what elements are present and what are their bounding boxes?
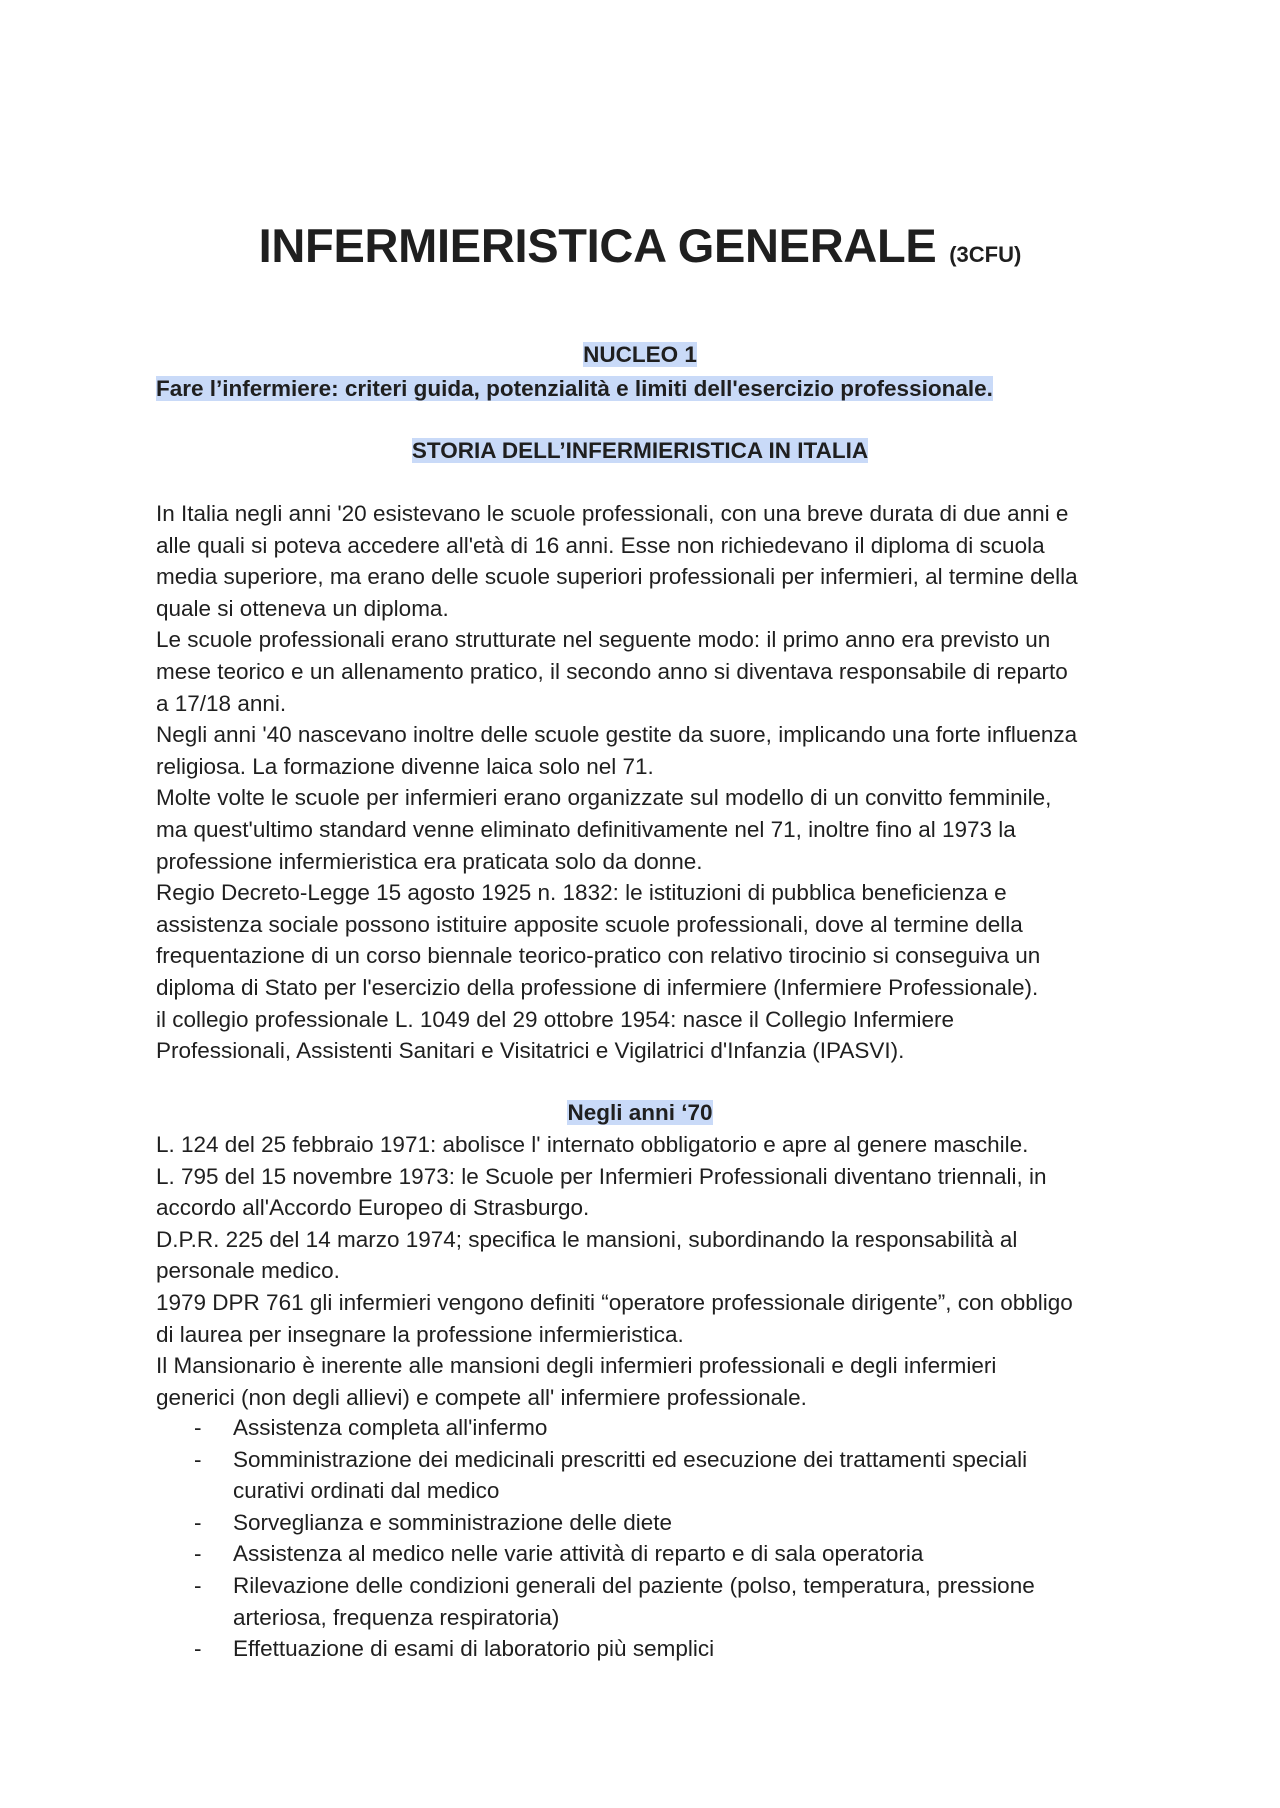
list-item xyxy=(156,1444,1136,1507)
paragraph-line: personale medico. xyxy=(156,1258,340,1284)
paragraph-line: Regio Decreto-Legge 15 agosto 1925 n. 1832: le istituzioni di pubblica beneficienza e xyxy=(156,880,1007,906)
section1-body xyxy=(156,498,1136,1067)
list-item-text: Rilevazione delle condizioni generali del paziente (polso, temperatura, pressione xyxy=(233,1572,1035,1598)
list-item-text: Somministrazione dei medicinali prescritti ed esecuzione dei trattamenti speciali xyxy=(233,1446,1028,1472)
paragraph-line: Professionali, Assistenti Sanitari e Visitatrici e Vigilatrici d'Infanzia (IPASVI). xyxy=(156,1038,905,1064)
bullet-dash: - xyxy=(194,1572,202,1598)
nucleo-subtitle: Fare l’infermiere: criteri guida, potenzialità e limiti dell'esercizio professionale. xyxy=(156,376,993,401)
list-item xyxy=(156,1633,1136,1665)
nucleo-heading: NUCLEO 1 xyxy=(583,342,697,367)
bullet-dash: - xyxy=(194,1509,202,1535)
paragraph-line: Il Mansionario è inerente alle mansioni degli infermieri professionali e degli infermieri xyxy=(156,1353,997,1379)
paragraph-line: ma quest'ultimo standard venne eliminato definitivamente nel 71, inoltre fino al 1973 la xyxy=(156,816,1016,842)
list-item-text: Assistenza al medico nelle varie attività di reparto e di sala operatoria xyxy=(233,1541,924,1567)
list-item xyxy=(156,1507,1136,1539)
paragraph-line: 1979 DPR 761 gli infermieri vengono definiti “operatore professionale dirigente”, con obbligo xyxy=(156,1289,1073,1315)
paragraph-line: Negli anni '40 nascevano inoltre delle scuole gestite da suore, implicando una forte influenza xyxy=(156,722,1078,748)
paragraph-line: Le scuole professionali erano strutturate nel seguente modo: il primo anno era previsto un xyxy=(156,627,1051,653)
document-title xyxy=(0,218,1280,283)
list-item-text: Sorveglianza e somministrazione delle diete xyxy=(233,1509,672,1535)
mansioni-list xyxy=(156,1412,1136,1665)
list-item xyxy=(156,1412,1136,1444)
nucleo-subtitle-row xyxy=(156,373,993,404)
section2-heading: Negli anni ‘70 xyxy=(567,1100,713,1125)
paragraph-line: religiosa. La formazione divenne laica solo nel 71. xyxy=(156,753,654,779)
list-item xyxy=(156,1538,1136,1570)
title-suffix: (3CFU) xyxy=(949,242,1022,267)
list-item-text: Effettuazione di esami di laboratorio più semplici xyxy=(233,1636,715,1662)
section2-heading-row xyxy=(0,1097,1280,1128)
bullet-dash: - xyxy=(194,1415,202,1440)
paragraph-line: accordo all'Accordo Europeo di Strasburgo. xyxy=(156,1195,590,1221)
list-item-text: Assistenza completa all'infermo xyxy=(233,1415,548,1440)
section1-heading-row xyxy=(0,435,1280,466)
list-item-text-continuation: arteriosa, frequenza respiratoria) xyxy=(233,1604,560,1630)
paragraph-line: Molte volte le scuole per infermieri erano organizzate sul modello di un convitto femminile, xyxy=(156,785,1052,811)
paragraph-line: D.P.R. 225 del 14 marzo 1974; specifica le mansioni, subordinando la responsabilità al xyxy=(156,1226,1018,1252)
paragraph-line: media superiore, ma erano delle scuole superiori professionali per infermieri, al termine della xyxy=(156,564,1078,590)
paragraph-line: frequentazione di un corso biennale teorico-pratico con relativo tirocinio si conseguiva un xyxy=(156,943,1041,969)
nucleo-heading-row xyxy=(0,339,1280,370)
title-main: INFERMIERISTICA GENERALE xyxy=(258,219,937,272)
paragraph-line: professione infermieristica era praticata solo da donne. xyxy=(156,848,703,874)
paragraph-line: alle quali si poteva accedere all'età di 16 anni. Esse non richiedevano il diploma di scuola xyxy=(156,532,1045,558)
paragraph-line: quale si otteneva un diploma. xyxy=(156,595,449,621)
bullet-dash: - xyxy=(194,1446,202,1472)
paragraph-line: generici (non degli allievi) e compete all' infermiere professionale. xyxy=(156,1384,807,1410)
section1-heading: STORIA DELL’INFERMIERISTICA IN ITALIA xyxy=(411,438,869,463)
list-item-text-continuation: curativi ordinati dal medico xyxy=(233,1478,500,1504)
paragraph-line: In Italia negli anni '20 esistevano le scuole professionali, con una breve durata di due anni e xyxy=(156,501,1069,526)
paragraph-line: mese teorico e un allenamento pratico, il secondo anno si diventava responsabile di reparto xyxy=(156,658,1068,684)
paragraph-line: assistenza sociale possono istituire apposite scuole professionali, dove al termine della xyxy=(156,911,1023,937)
list-item xyxy=(156,1570,1136,1633)
paragraph-line: L. 795 del 15 novembre 1973: le Scuole per Infermieri Professionali diventano triennali, in xyxy=(156,1163,1047,1189)
paragraph-line: di laurea per insegnare la professione infermieristica. xyxy=(156,1321,684,1347)
paragraph-line: diploma di Stato per l'esercizio della professione di infermiere (Infermiere Professionale). xyxy=(156,974,1039,1000)
bullet-dash: - xyxy=(194,1541,202,1567)
section2-body xyxy=(156,1129,1136,1413)
paragraph-line: a 17/18 anni. xyxy=(156,690,287,716)
bullet-dash: - xyxy=(194,1636,202,1662)
paragraph-line: L. 124 del 25 febbraio 1971: abolisce l' internato obbligatorio e apre al genere maschile. xyxy=(156,1132,1029,1157)
paragraph-line: il collegio professionale L. 1049 del 29 ottobre 1954: nasce il Collegio Infermiere xyxy=(156,1006,954,1032)
